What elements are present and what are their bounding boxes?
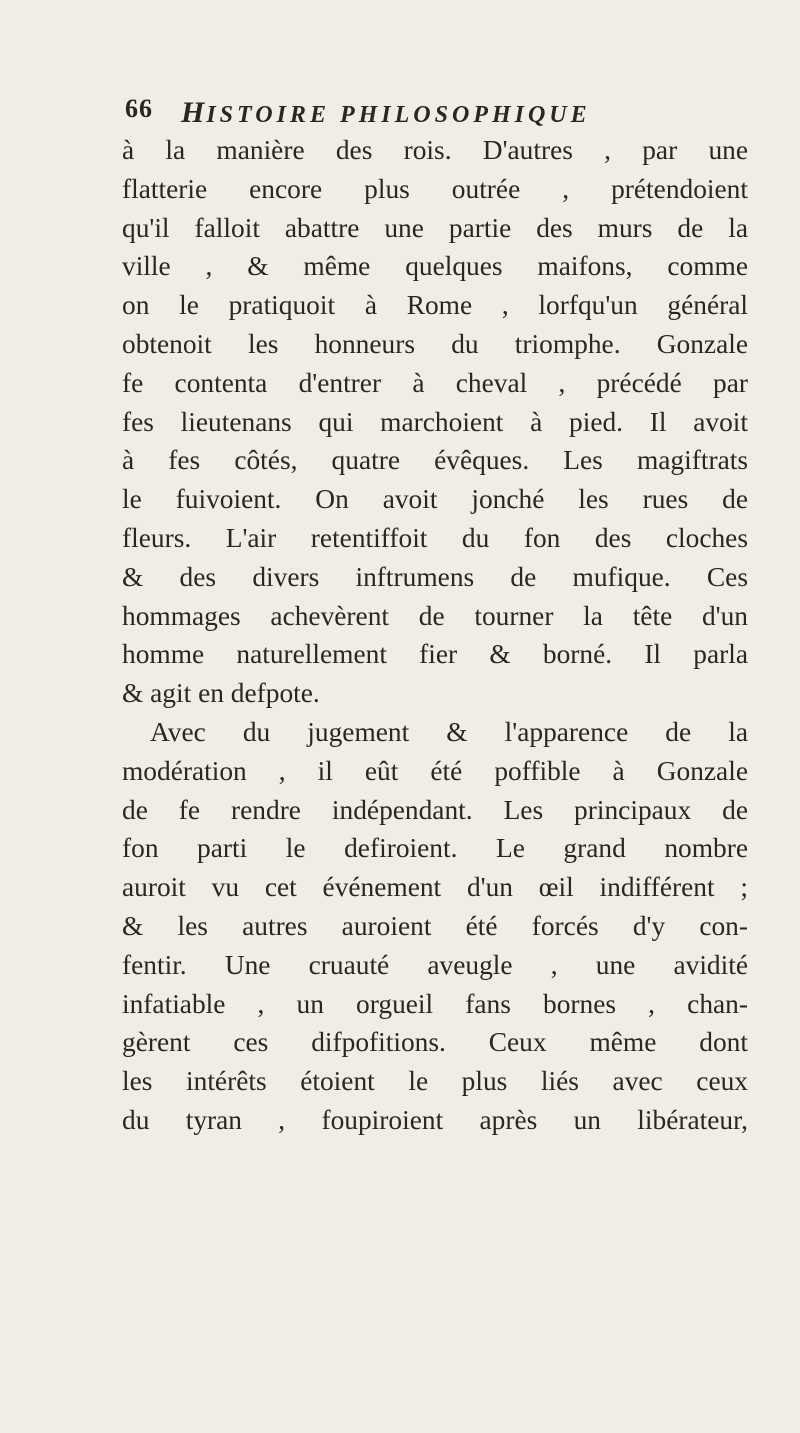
- text-line: & des divers inftrumens de mufique. Ces: [122, 561, 748, 592]
- text-line: modération , il eût été poffible à Gonzale: [122, 755, 748, 786]
- running-title: [181, 96, 591, 130]
- text-line: fon parti le defiroient. Le grand nombre: [122, 833, 748, 864]
- text-line: gèrent ces difpofitions. Ceux même dont: [122, 1027, 748, 1058]
- text-line: Avec du jugement & l'apparence de la: [150, 716, 748, 747]
- text-line: obtenoit les honneurs du triomphe. Gonzale: [122, 328, 748, 359]
- text-line: flatterie encore plus outrée , prétendoient: [122, 173, 748, 204]
- text-line: fe contenta d'entrer à cheval , précédé par: [122, 367, 748, 398]
- text-line: fes lieutenans qui marchoient à pied. Il avoit: [122, 406, 748, 437]
- text-line: à la manière des rois. D'autres , par une: [122, 135, 748, 165]
- text-line: les intérêts étoient le plus liés avec ceux: [122, 1066, 748, 1097]
- running-title-initial: H: [181, 96, 207, 129]
- text-line: auroit vu cet événement d'un œil indifférent ;: [122, 872, 748, 903]
- text-line: homme naturellement fier & borné. Il parla: [122, 639, 748, 670]
- text-line: fentir. Une cruauté aveugle , une avidité: [122, 949, 748, 980]
- text-line: qu'il falloit abattre une partie des murs de la: [122, 212, 748, 243]
- running-title-rest: ISTOIRE PHILOSOPHIQUE: [206, 102, 591, 128]
- text-line: infatiable , un orgueil fans bornes , chan-: [122, 988, 748, 1019]
- text-line: le fuivoient. On avoit jonché les rues de: [122, 484, 748, 515]
- page-number: 66: [125, 94, 153, 123]
- text-line: hommages achevèrent de tourner la tête d'un: [122, 600, 748, 631]
- text-line: de fe rendre indépendant. Les principaux de: [122, 794, 748, 825]
- text-line: on le pratiquoit à Rome , lorfqu'un général: [122, 290, 748, 321]
- body-text: [122, 131, 748, 1140]
- page-header: [125, 94, 745, 134]
- text-line: du tyran , foupiroient après un libérateur,: [122, 1104, 748, 1135]
- text-line: & agit en defpote.: [122, 678, 320, 709]
- text-line: à fes côtés, quatre évêques. Les magiftrats: [122, 445, 748, 476]
- text-line: & les autres auroient été forcés d'y con-: [122, 910, 748, 941]
- text-line: fleurs. L'air retentiffoit du fon des cloches: [122, 522, 748, 553]
- text-line: ville , & même quelques maifons, comme: [122, 251, 748, 282]
